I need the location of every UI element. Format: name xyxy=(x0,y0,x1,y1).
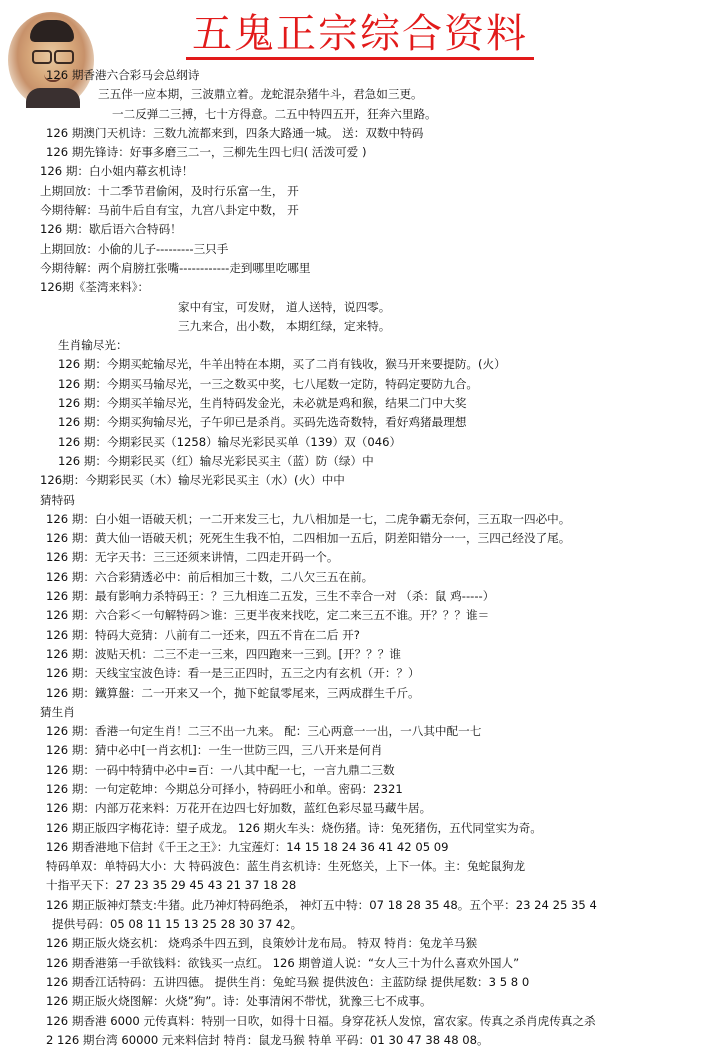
text-line: 126 期：一码中特猜中必中=百：一八其中配一七，一言九鼎二三数 xyxy=(46,762,395,777)
page-title xyxy=(0,8,720,60)
text-line: 126 期：今期彩民买（1258）输尽光彩民买单（139）双（046） xyxy=(58,434,402,449)
text-line: 特码单双：单特码大小：大 特码波色：蓝生肖玄机诗：生死悠关，上下一体。主：兔蛇鼠狗龙 xyxy=(46,859,526,874)
text-line: 上期回放：十二季节君偷闲，及时行乐富一生， 开 xyxy=(40,183,299,198)
text-line: 126 期：歇后语六合特码！ xyxy=(40,222,182,237)
text-line: 三九来合，出小数， 本期红绿，定来特。 xyxy=(178,318,391,333)
text-line: 126期：今期彩民买（木）输尽光彩民买主（水）(火）中中 xyxy=(40,473,345,488)
text-line: 126 期香港 6000 元传真料：特别一日吹，如得十日福。身穿花袄人发惊，富农家。传真之杀肖虎传真之杀 xyxy=(46,1013,596,1028)
text-line: 126 期：香港一句定生肖！二三不出一九来。 配：三心两意一一出，一八其中配一七 xyxy=(46,724,482,739)
text-line: 生肖输尽光： xyxy=(58,338,128,353)
text-line: 126 期：一句定乾坤：今期总分可择小，特码旺小和单。密码：2321 xyxy=(46,781,403,796)
text-line: 126 期：波贴天机：二三不走一三来，四四跑来一三到。[开？？？谁 xyxy=(46,646,401,661)
text-line: 126 期：今期买马输尽光，一三之数买中奖，七八尾数一定防，特码定要防九合。 xyxy=(58,376,479,391)
text-line: 今期待解：两个肩膀扛张嘴------------走到哪里吃哪里 xyxy=(40,260,311,275)
text-line: 126 期澳门天机诗：三数九流都来到，四条大路通一城。 送：双数中特码 xyxy=(46,125,424,140)
text-line: 上期回放：小偷的儿子---------三只手 xyxy=(40,241,229,256)
text-line: 三五伴一应本期，三波鼎立着。龙蛇混杂猪牛斗，君急如三更。 xyxy=(98,87,423,102)
text-line: 126 期：猜中必中[一肖玄机]：一生一世防三四，三八开来是何肖 xyxy=(46,743,383,758)
text-line: 126 期香港六合彩马会总纲诗 xyxy=(46,68,200,82)
page-title-text: 五鬼正宗综合资料 xyxy=(186,11,534,60)
text-line: 126 期：白小姐一语破天机；一二开来发三七，九八相加是一七，二虎争霸无奈何，三五取一四必中。 xyxy=(46,511,571,526)
text-line: 126 期香江话特码：五讲四德。 提供生肖：兔蛇马猴 提供波色：主蓝防绿 提供尾数：3 5 8 0 xyxy=(46,974,530,989)
text-line: 126 期：今期买狗输尽光，子午卯已是杀肖。买码先选奇数特，看好鸡猪最理想 xyxy=(58,415,467,430)
text-line: 126 期：今期买蛇输尽光，牛羊出特在本期，买了二肖有钱收，猴马开来要提防。(火） xyxy=(58,357,506,372)
text-line: 今期待解：马前牛后自有宝，九宫八卦定中数， 开 xyxy=(40,203,299,218)
text-line: 126 期：天线宝宝波色诗：看一是三正四时，五三之内有玄机（开：？） xyxy=(46,666,420,681)
text-line: 2 126 期台湾 60000 元来料信封 特肖：鼠龙马猴 特单 平码：01 30 47 38 48 08。 xyxy=(46,1032,489,1047)
text-line: 126 期：最有影响力杀特码王：？三九相连二五发，三生不幸合一对 （杀：鼠 鸡-----） xyxy=(46,589,495,604)
text-line: 126 期正版火烧图解：火烧”狗”。诗：处事清闲不带忧，犹豫三七不成事。 xyxy=(46,994,432,1009)
text-line: 126 期：今期买羊输尽光，生肖特码发金光，未必就是鸡和猴，结果二门中大奖 xyxy=(58,396,467,411)
text-line: 126 期正版四字梅花诗：望子成龙。 126 期火车头：烧伤猪。诗：兔死猪伤，五代同堂实为奇。 xyxy=(46,820,542,835)
text-line: 提供号码：05 08 11 15 13 25 28 30 37 42。 xyxy=(52,917,303,932)
text-line: 猜特码 xyxy=(40,492,75,507)
text-line: 126 期正版火烧玄机： 烧鸡杀牛四五到，良策妙计龙布局。 特双 特肖：兔龙羊马猴 xyxy=(46,936,478,951)
text-line: 126 期先锋诗：好事多磨三二一，三柳先生四七归( 活泼可爱 ) xyxy=(46,145,367,160)
text-line: 126 期：六合彩猜透必中：前后相加三十数，二八欠三五在前。 xyxy=(46,569,374,584)
text-line: 126 期香港地下信封《千王之王》：九宝莲灯：14 15 18 24 36 41 42 05 09 xyxy=(46,839,449,854)
text-line: 十指平天下：27 23 35 29 45 43 21 37 18 28 xyxy=(46,878,297,893)
text-line: 126 期：鐵算盤：二一开来又一个，抛下蛇鼠零尾来，三两成群生千斤。 xyxy=(46,685,420,700)
text-line: 126 期：内部万花来料：万花开在边四七好加数，蓝红色彩尽显马藏牛居。 xyxy=(46,801,432,816)
text-line: 126期《荃湾来料》： xyxy=(40,280,150,295)
text-line: 126 期：今期彩民买（红）输尽光彩民买主（蓝）防（绿）中 xyxy=(58,453,374,468)
text-line: 126 期：特码大竞猜：八前有二一还来，四五不肯在二后 开? xyxy=(46,627,360,642)
text-line: 126 期：六合彩＜一句解特码＞谁：三更半夜来找吃，定二来三五不谁。开？？？谁＝ xyxy=(46,608,490,623)
text-line: 猜生肖 xyxy=(40,704,75,719)
text-line: 126 期正版神灯禁支:牛猪。此乃神灯特码绝杀， 神灯五中特：07 18 28 35 48。五个平：23 24 25 35 4 xyxy=(46,897,597,912)
document-body xyxy=(0,66,720,1050)
text-line: 一二反弹二三搏，七十方得意。二五中特四五开，狂奔六里路。 xyxy=(112,106,437,121)
text-line: 126 期：白小姐内幕玄机诗！ xyxy=(40,164,194,179)
text-line: 126 期：黄大仙一语破天机；死死生生我不怕，二四相加一五后，阴差阳错分一一，三四己经没了尾。 xyxy=(46,531,571,546)
text-line: 家中有宝，可发财， 道人送特，说四零。 xyxy=(178,299,391,314)
text-line: 126 期：无字天书：三三还须来讲情，二四走开码一个。 xyxy=(46,550,339,565)
text-line: 126 期香港第一手欲钱料：欲钱买一点红。 126 期曾道人说：“女人三十为什么喜欢外国人” xyxy=(46,955,520,970)
